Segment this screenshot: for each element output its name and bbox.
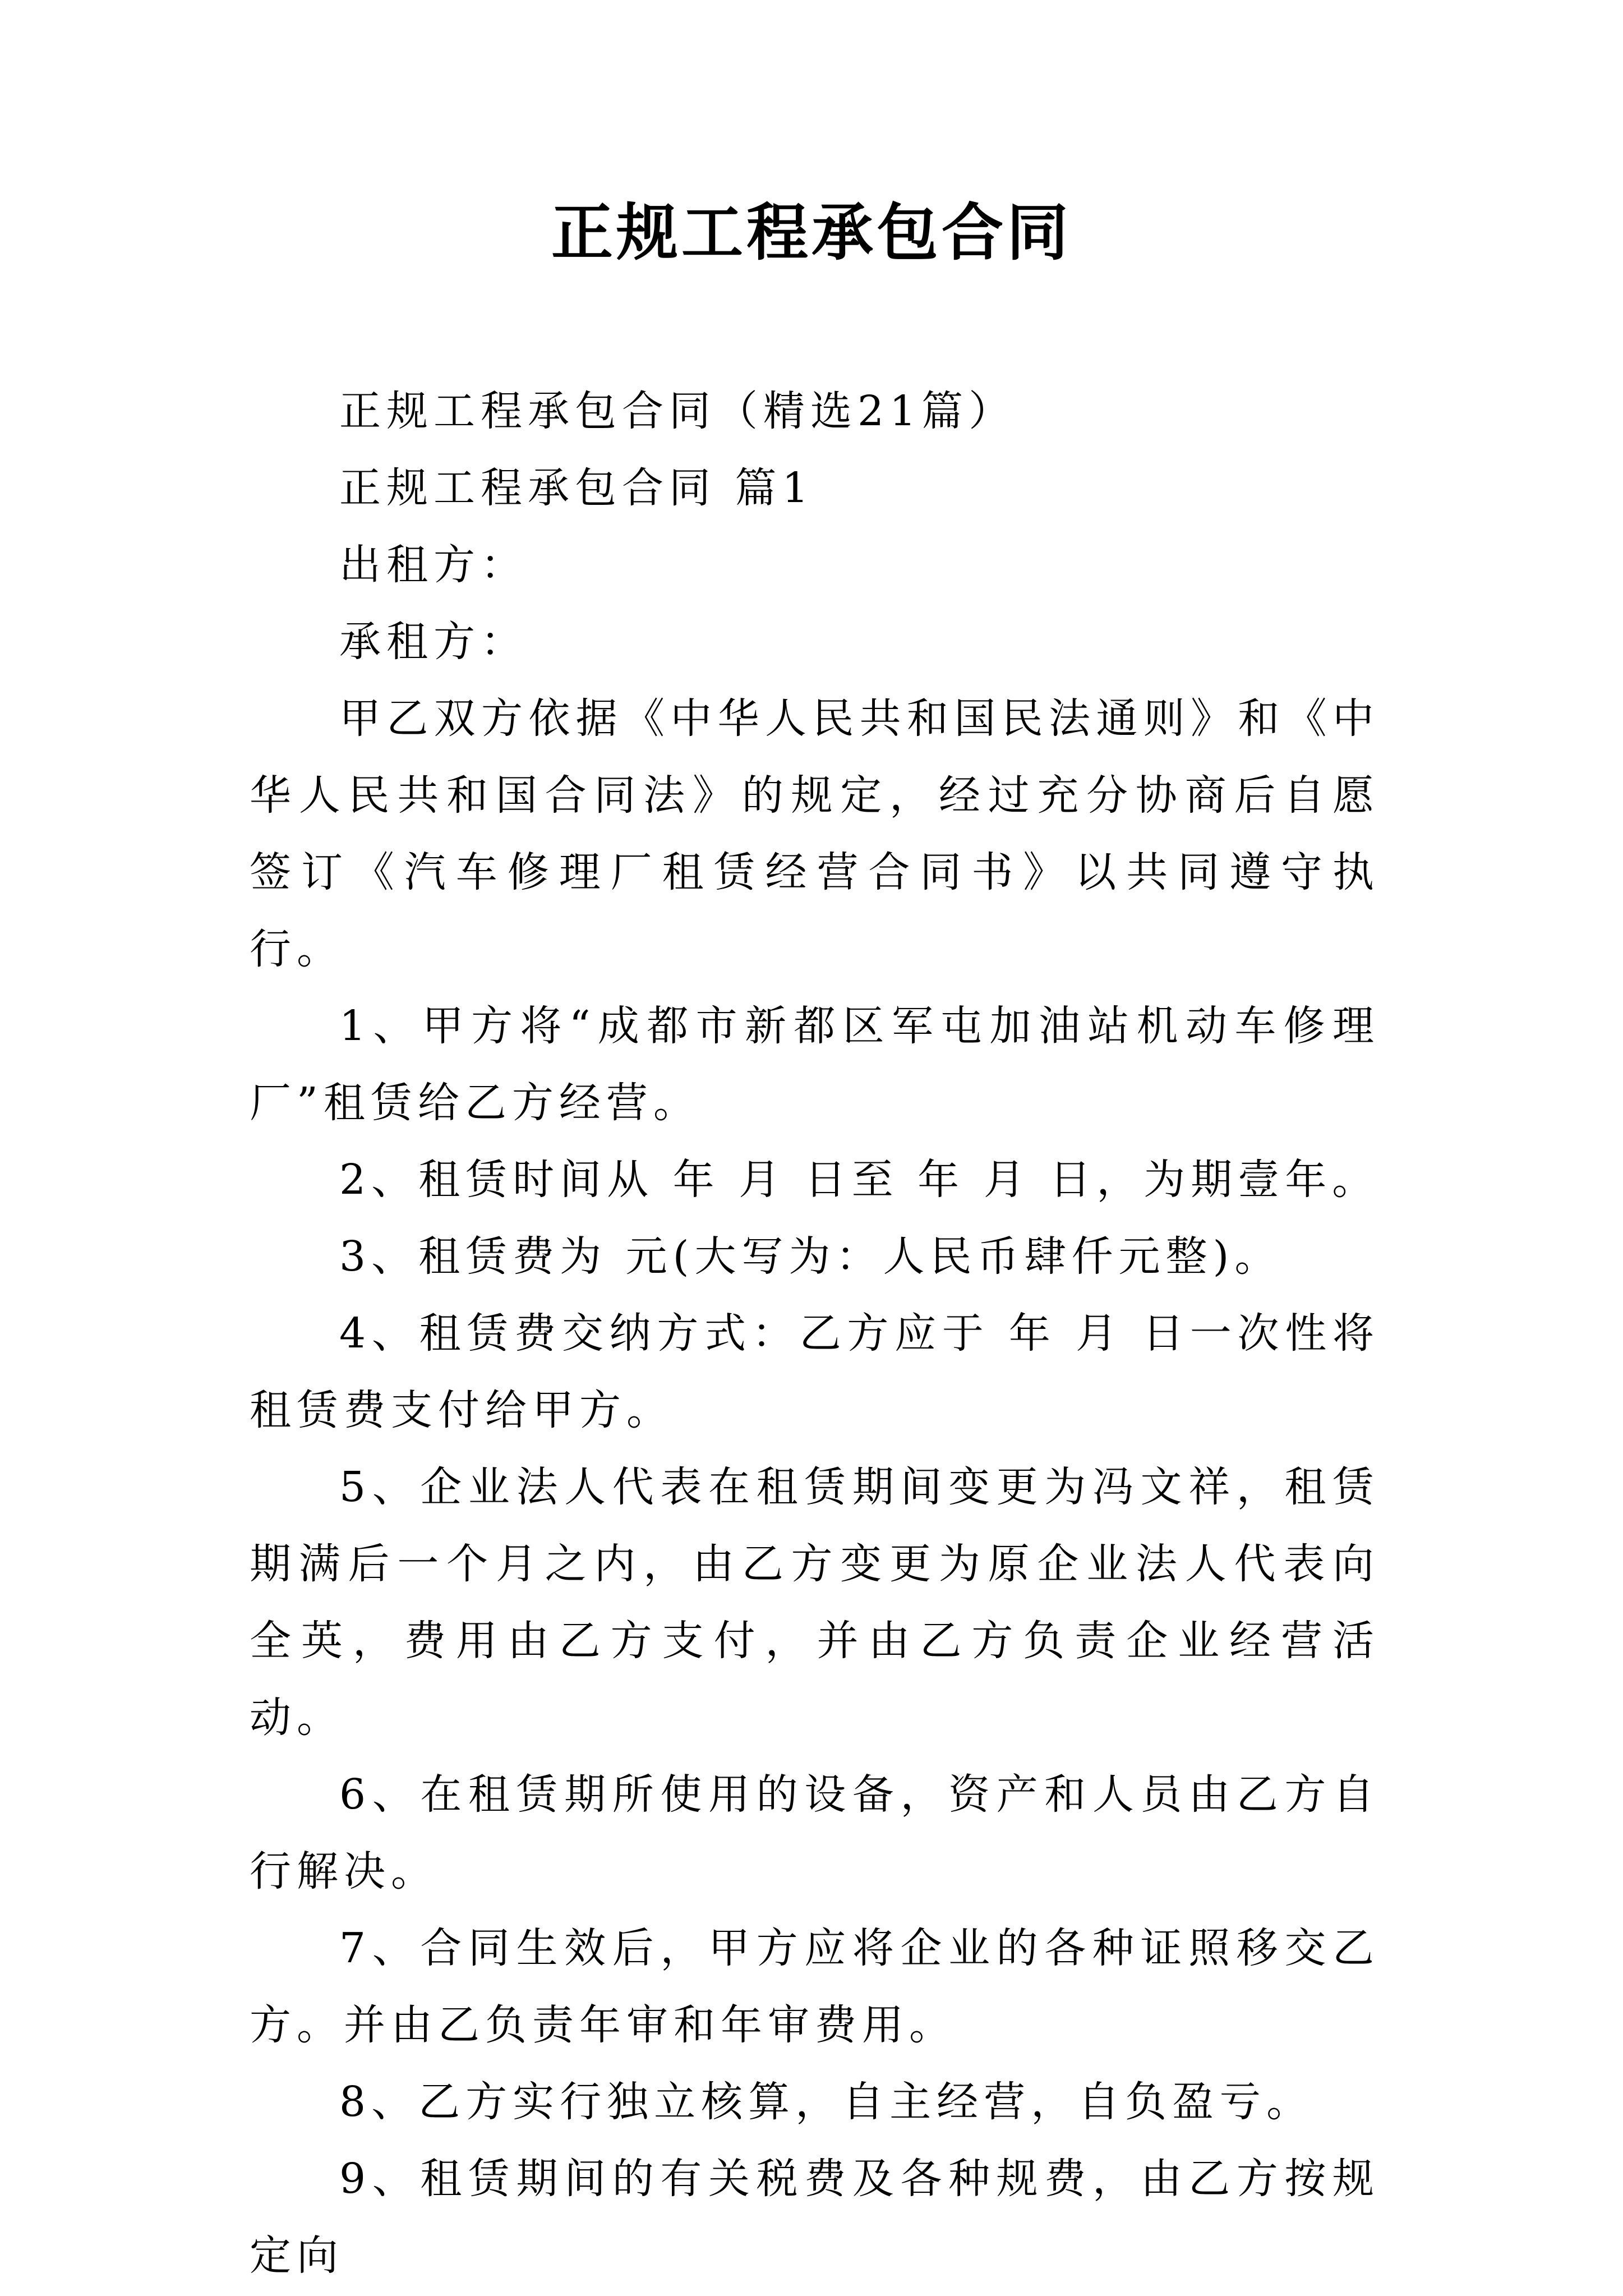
clause-1: 1、甲方将“成都市新都区军屯加油站机动车修理厂”租赁给乙方经营。 <box>250 1002 1380 1127</box>
paragraph-subtitle: 正规工程承包合同（精选21篇） <box>339 387 1016 435</box>
clause-8: 8、乙方实行独立核算，自主经营，自负盈亏。 <box>339 2078 1314 2126</box>
clause-7: 7、合同生效后，甲方应将企业的各种证照移交乙方。并由乙负责年审和年审费用。 <box>250 1924 1380 2049</box>
document-body <box>250 373 1380 2294</box>
clause-6: 6、在租赁期所使用的设备，资产和人员由乙方自行解决。 <box>250 1770 1380 1895</box>
clause-2: 2、租赁时间从 年 月 日至 年 月 日，为期壹年。 <box>339 1156 1380 1204</box>
clause-5: 5、企业法人代表在租赁期间变更为冯文祥，租赁期满后一个月之内，由乙方变更为原企业法人代表向全英，费用由乙方支付，并由乙方负责企业经营活动。 <box>250 1463 1380 1742</box>
clause-3: 3、租赁费为 元(大写为：人民币肆仟元整)。 <box>339 1232 1282 1281</box>
clause-9: 9、租赁期间的有关税费及各种规费，由乙方按规定向 <box>250 2155 1380 2280</box>
paragraph-lessee: 承租方： <box>339 618 528 666</box>
document-title: 正规工程承包合同 <box>551 196 1072 269</box>
clause-4: 4、租赁费交纳方式：乙方应于 年 月 日一次性将租赁费支付给甲方。 <box>250 1309 1380 1434</box>
paragraph-section-heading: 正规工程承包合同 篇1 <box>339 464 814 512</box>
paragraph-lessor: 出租方： <box>339 541 528 589</box>
paragraph-preamble: 甲乙双方依据《中华人民共和国民法通则》和《中华人民共和国合同法》的规定，经过充分协商后自愿签订《汽车修理厂租赁经营合同书》以共同遵守执行。 <box>250 694 1380 973</box>
